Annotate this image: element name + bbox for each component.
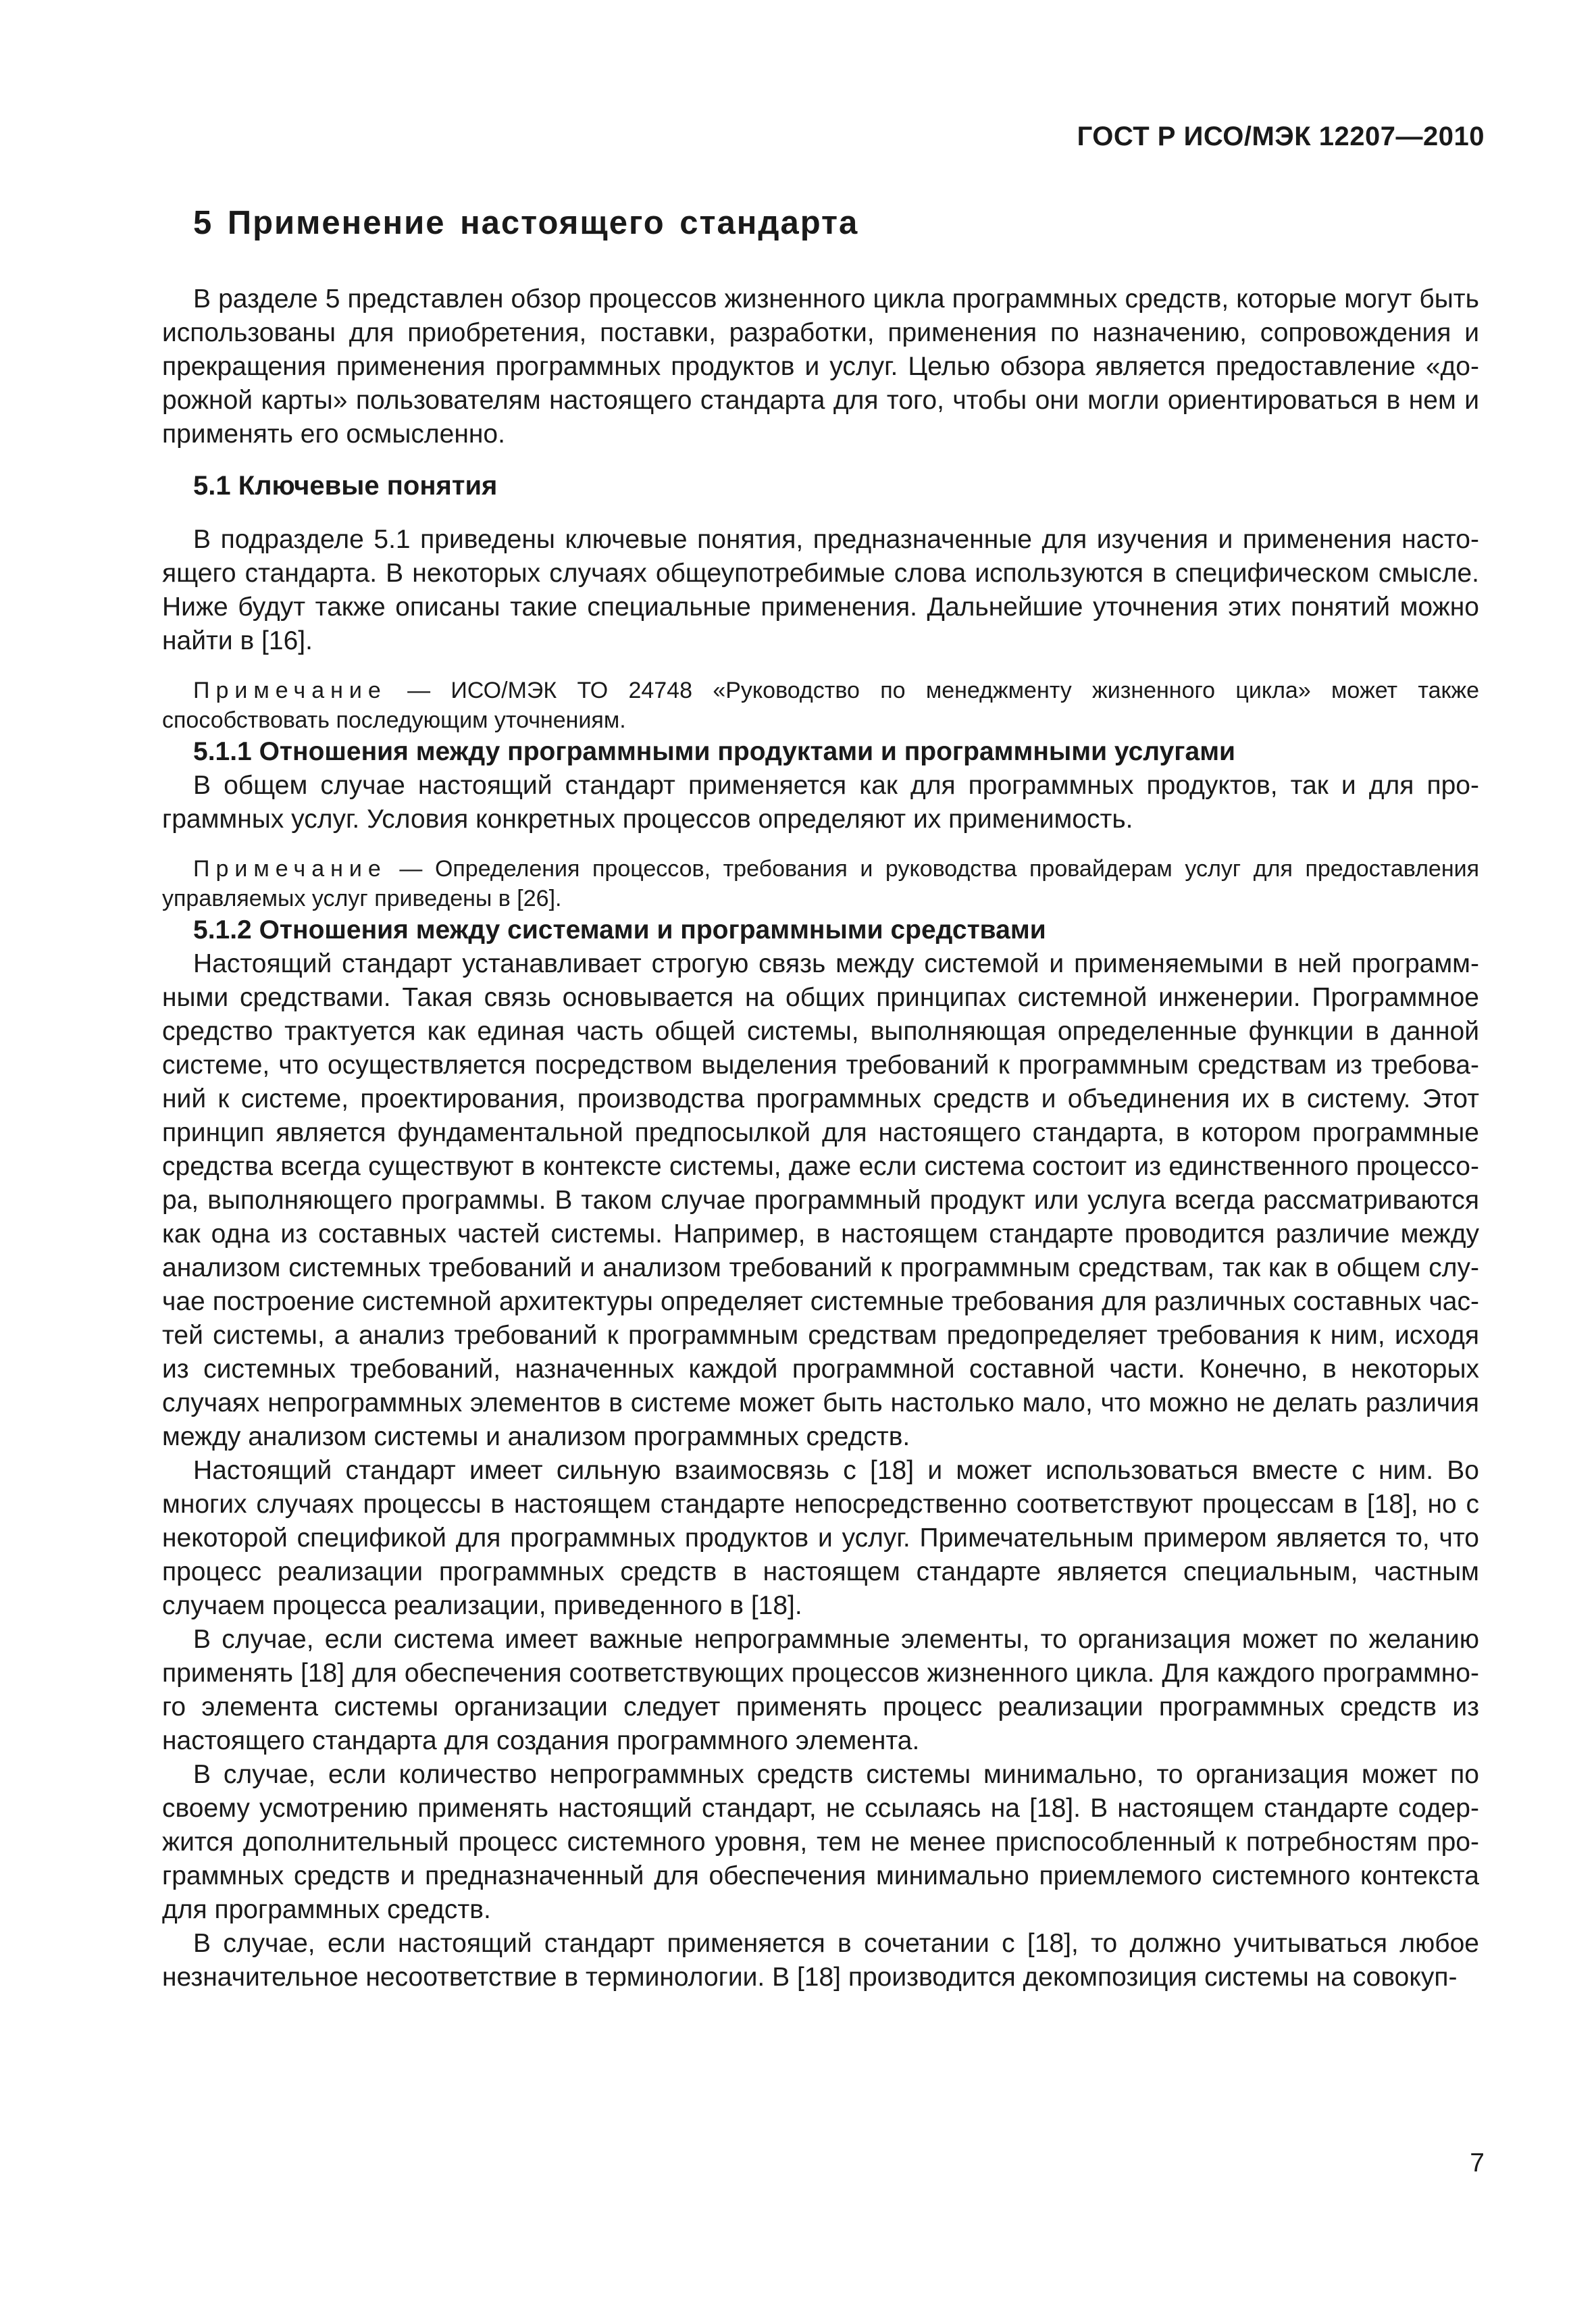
- note-text: — ИСО/МЭК ТО 24748 «Руководство по менеджменту жизненного цикла» может также способствовать последующим уточнениям.: [162, 678, 1479, 733]
- subsection-5-1-2-paragraph: В случае, если количество непрограммных средств системы минимально, то организация может по своему усмотрению применять настоящий стандарт, не ссылаясь на [18]. В настоящем стандарте содержится дополнительный процесс системного уровня, тем не менее приспособленный к потребностям программных средств и предназначенный для обеспечения минимально приемлемого системного контекста для программных средств.: [162, 1760, 1479, 1924]
- subsection-5-1-1-paragraph: В общем случае настоящий стандарт применяется как для программных продуктов, так и для программных услуг. Условия конкретных процессов определяют их применимость.: [162, 771, 1479, 834]
- note-label: Примечание: [193, 856, 387, 882]
- subsection-5-1-1-title: 5.1.1 Отношения между программными продуктами и программными услугами: [193, 737, 1236, 766]
- subsection-5-1-1-note: [162, 854, 1479, 913]
- subsection-5-1-2-paragraph: Настоящий стандарт имеет сильную взаимосвязь с [18] и может использоваться вместе с ним. Во многих случаях процессы в настоящем стандарте непосредственно соответствуют процессам в [18], но с некоторой спецификой для программных продуктов и услуг. Примечательным примером является то, что процесс реализации программных средств в настоящем стандарте является специальным, частным случаем процесса реализации, приведенного в [18].: [162, 1456, 1479, 1620]
- subsection-5-1-paragraph: В подразделе 5.1 приведены ключевые понятия, предназначенные для изучения и применения настоящего стандарта. В некоторых случаях общеупотребимые слова используются в специфическом смысле. Ниже будут также описаны такие специальные применения. Дальнейшие уточнения этих понятий можно найти в [16].: [162, 525, 1479, 655]
- subsection-5-1-note: [162, 676, 1479, 735]
- subsection-5-1-2-title: 5.1.2 Отношения между системами и программными средствами: [193, 915, 1046, 945]
- note-label: Примечание: [193, 678, 387, 703]
- subsection-5-1-title: 5.1 Ключевые понятия: [193, 471, 498, 501]
- subsection-5-1-2-paragraph: В случае, если настоящий стандарт применяется в сочетании с [18], то должно учитываться любое незначительное несоответствие в терминологии. В [18] производится декомпозиция системы на совокуп-: [162, 1929, 1479, 1992]
- page-content: [162, 203, 1479, 1994]
- section-intro-paragraph: В разделе 5 представлен обзор процессов жизненного цикла программных средств, которые могут быть использованы для приобретения, поставки, разработки, применения по назначению, сопровождения и прекращения применения программных продуктов и услуг. Целью обзора является предоставление «дорожной карты» пользователям настоящего стандарта для того, чтобы они могли ориентироваться в нем и применять его осмысленно.: [162, 284, 1479, 449]
- subsection-5-1-2-paragraph: Настоящий стандарт устанавливает строгую связь между системой и применяемыми в ней программными средствами. Такая связь основывается на общих принципах системной инженерии. Программное средство трактуется как единая часть общей системы, выполняющая определенные функции в данной системе, что осуществляется посредством выделения требований к программным средствам из требований к системе, проектирования, производства программных средств и объединения их в систему. Этот принцип является фундаментальной предпосылкой для настоящего стандарта, в котором программные средства всегда существуют в контексте системы, даже если система состоит из единственного процессора, выполняющего программы. В таком случае программный продукт или услуга всегда рассматриваются как одна из составных частей системы. Например, в настоящем стандарте проводится различие между анализом системных требований и анализом требований к программным средствам, так как в общем случае построение системной архитектуры определяет системные требования для различных составных частей системы, а анализ требований к программным средствам предопределяет требования к ним, исходя из системных требований, назначенных каждой программной составной части. Конечно, в некоторых случаях непрограммных элементов в системе может быть настолько мало, что можно не делать различия между анализом системы и анализом программных средств.: [162, 949, 1479, 1451]
- section-title: 5 Применение настоящего стандарта: [193, 205, 859, 241]
- page-number: 7: [1470, 2148, 1485, 2178]
- note-text: — Определения процессов, требования и руководства провайдерам услуг для предоставления управляемых услуг приведены в [26].: [162, 856, 1479, 911]
- subsection-5-1-2-paragraph: В случае, если система имеет важные непрограммные элементы, то организация может по желанию применять [18] для обеспечения соответствующих процессов жизненного цикла. Для каждого программного элемента системы организации следует применять процесс реализации программных средств из настоящего стандарта для создания программного элемента.: [162, 1625, 1479, 1755]
- document-header: ГОСТ Р ИСО/МЭК 12207—2010: [1077, 122, 1485, 151]
